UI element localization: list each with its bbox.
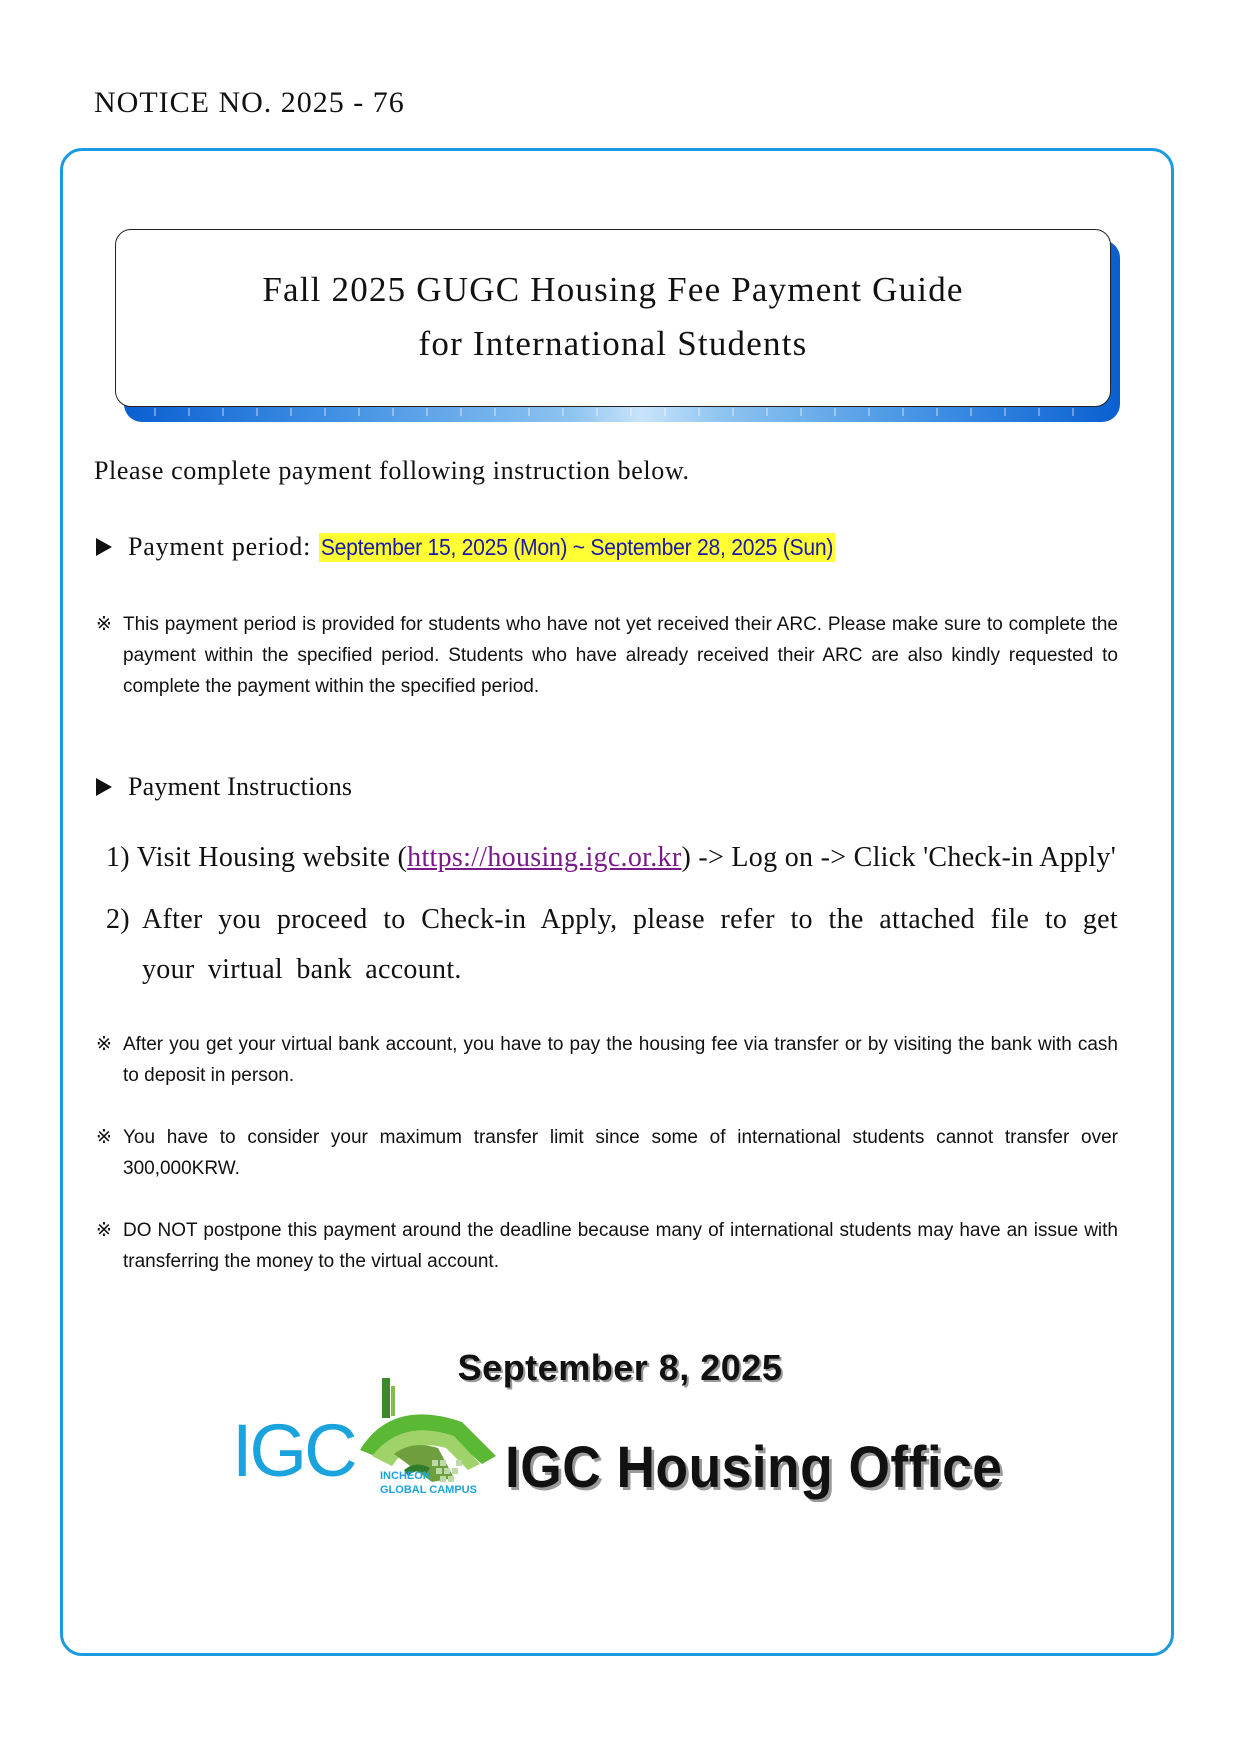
- instructions-heading: [96, 772, 352, 802]
- title-line-1: Fall 2025 GUGC Housing Fee Payment Guide: [262, 270, 964, 309]
- note-transfer-limit: [96, 1122, 1118, 1184]
- igc-logo: [232, 1378, 502, 1506]
- payment-period-label: Payment period:: [128, 532, 312, 561]
- office-name: IGC Housing Office: [505, 1435, 1003, 1500]
- instructions-heading-label: Payment Instructions: [128, 772, 353, 801]
- title-line-2: for International Students: [418, 324, 808, 363]
- instruction-step-2: [106, 895, 1118, 995]
- step-number: 1): [106, 842, 130, 873]
- reference-mark-icon: ※: [96, 614, 112, 635]
- payment-period-value: September 15, 2025 (Mon) ~ September 28, 2025 (Sun): [320, 533, 834, 560]
- reference-mark-icon: ※: [96, 1220, 112, 1241]
- notice-date: September 8, 2025: [457, 1347, 783, 1388]
- reference-mark-icon: ※: [96, 1127, 112, 1148]
- step-1-text-before: Visit Housing website (: [136, 842, 408, 873]
- logo-sub-incheon: INCHEON: [380, 1470, 431, 1482]
- triangle-bullet-icon: [96, 778, 112, 796]
- period-note: [96, 609, 1118, 702]
- note-deadline: [96, 1215, 1118, 1277]
- triangle-bullet-icon: [96, 538, 112, 556]
- housing-website-link[interactable]: https://housing.igc.or.kr: [407, 842, 682, 873]
- step-2-text: After you proceed to Check-in Apply, please refer to the attached file to get your virtual bank account.: [142, 904, 1118, 985]
- instruction-step-1: [106, 842, 1116, 874]
- notice-number: NOTICE NO. 2025 - 76: [94, 86, 405, 119]
- intro-text: Please complete payment following instruction below.: [94, 456, 690, 485]
- step-1-text-after: ) -> Log on -> Click 'Check-in Apply': [681, 842, 1117, 873]
- title-box: [115, 229, 1111, 407]
- step-number: 2): [106, 904, 130, 935]
- note-virtual-account: [96, 1029, 1118, 1091]
- note-text: You have to consider your maximum transfer limit since some of international students cannot transfer over 300,000KRW.: [123, 1127, 1118, 1179]
- logo-igc-wordmark: IGC: [232, 1409, 355, 1492]
- payment-period: [96, 532, 880, 562]
- period-note-text: This payment period is provided for students who have not yet received their ARC. Please make sure to complete the payment within the specified period. Students who have already received their ARC are also kindly requested to complete the payment within the specified period.: [123, 614, 1118, 697]
- logo-sub-global-campus: GLOBAL CAMPUS: [380, 1484, 477, 1496]
- reference-mark-icon: ※: [96, 1034, 112, 1055]
- note-text: DO NOT postpone this payment around the deadline because many of international students may have an issue with transferring the money to the virtual account.: [123, 1220, 1118, 1272]
- note-text: After you get your virtual bank account, you have to pay the housing fee via transfer or by visiting the bank with cash to deposit in person.: [123, 1034, 1118, 1086]
